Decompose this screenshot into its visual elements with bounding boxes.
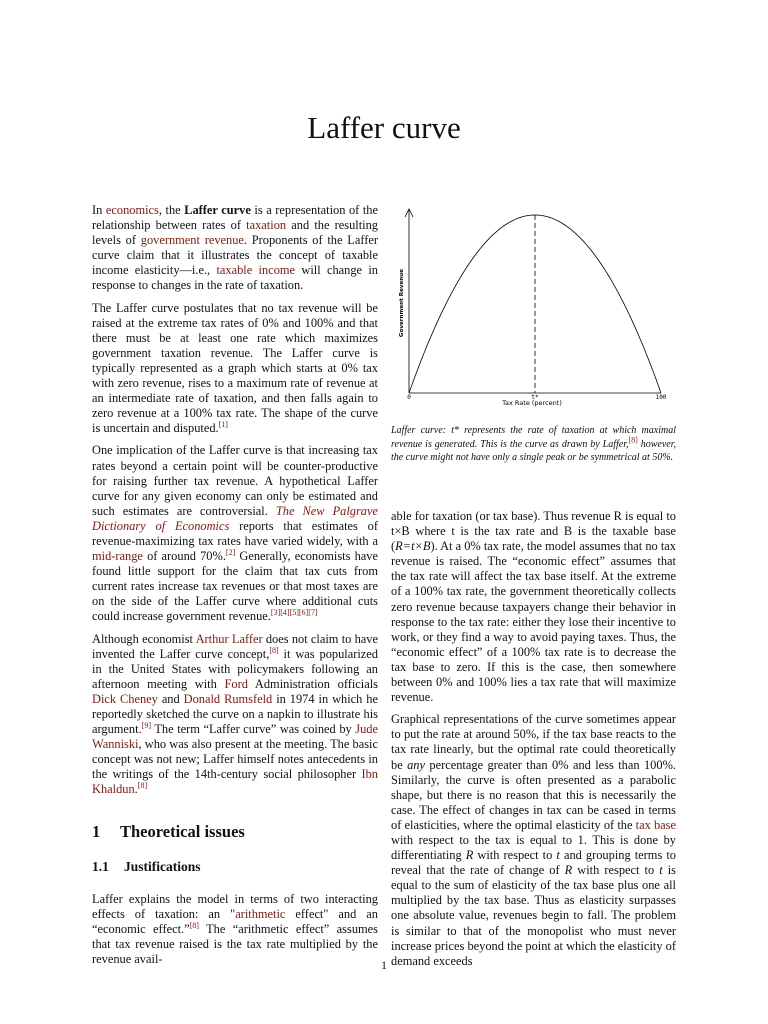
link-new-palgrave[interactable]: The New Palgrave Dictionary of Economics (92, 503, 378, 533)
paragraph-model: Laffer explains the model in terms of two interacting effects of taxation: an "arithmetic effect" and an “economic effect.”[8] The “arithmetic effect” assumes that tax revenue raised is the tax rate multiplied by the revenue avail- (92, 891, 378, 967)
link-ford[interactable]: Ford (224, 676, 248, 691)
citation-2[interactable]: [2] (225, 547, 236, 557)
paragraph-history: Although economist Arthur Laffer does not claim to have invented the Laffer curve concept,[8] it was popularized in the United States with policymakers following an afternoon meeting with Ford Administration officials Dick Cheney and Donald Rumsfeld in 1974 in which he reportedly sketched the curve on a napkin to illustrate his argument.[9] The term “Laffer curve” was coined by Jude Wanniski, who was also present at the meeting. The basic concept was not new; Laffer himself notes antecedents in the writings of the 14th-century social philosopher Ibn Khaldun.[8] (92, 631, 379, 797)
link-dick-cheney[interactable]: Dick Cheney (92, 691, 158, 706)
link-donald-rumsfeld[interactable]: Donald Rumsfeld (183, 691, 273, 706)
laffer-curve-figure (391, 203, 676, 415)
link-mid-range[interactable]: mid-range (92, 549, 143, 564)
link-taxable-income[interactable]: taxable income (216, 263, 296, 278)
link-economics[interactable]: economics (105, 203, 159, 217)
laffer-curve-chart (391, 203, 676, 415)
figure-caption: Laffer curve: t* represents the rate of taxation at which maximal revenue is generated. This is the curve as drawn by Laffer,[8] however, the curve might not have only a single peak or be symmetrical at 50%. (391, 425, 676, 463)
section-heading: 1 Theoretical issues (92, 821, 245, 841)
link-jude-wanniski[interactable]: Jude Wanniski (92, 722, 378, 752)
citation-8b[interactable]: [8] (137, 781, 148, 791)
subsection-heading: 1.1 Justifications (92, 858, 201, 874)
paragraph-intro: In economics, the Laffer curve is a representation of the relationship between rates of taxation and the resulting levels of government revenue. Proponents of the Laffer curve claim that it illustrates the concept of taxable income elasticity—i.e., taxable income will change in response to changes in the rate of taxation. (92, 203, 379, 293)
citation-8[interactable]: [8] (269, 645, 279, 655)
link-taxation[interactable]: taxation (246, 218, 287, 233)
paragraph-implication: One implication of the Laffer curve is that increasing tax rates beyond a certain point will be counter-productive for raising further tax revenue. A hypothetical Laffer curve for any given economy can only be estimated and such estimates are controversial. The New Palgrave Dictionary of Economics reports that estimates of revenue-maximizing tax rates have varied widely, with a mid-range of around 70%.[2] Generally, economists have found little support for the claim that tax cuts from current rates increase tax revenues or that most taxes are on the side of the Laffer curve where additional cuts could increase government revenue.[3][4][5][6][7] (92, 443, 378, 624)
link-arthur-laffer[interactable]: Arthur Laffer (195, 631, 263, 646)
link-tax-base[interactable]: tax base (635, 817, 676, 832)
page-title: Laffer curve (307, 110, 461, 145)
citation-1[interactable]: [1] (218, 420, 228, 430)
x-tick-label-0: 0 (407, 394, 411, 401)
term-laffer-curve: Laffer curve (184, 203, 251, 217)
right-column (391, 509, 676, 976)
citation-3-7[interactable]: [3][4][5][6][7] (270, 608, 318, 618)
caption-citation-8[interactable]: [8] (628, 435, 638, 445)
page-number: 1 (381, 958, 387, 972)
citation-9[interactable]: [9] (141, 720, 151, 730)
link-ibn-khaldun[interactable]: Ibn Khaldun (92, 767, 378, 797)
left-column (92, 203, 378, 974)
x-tick-label-2: 100 (655, 394, 667, 401)
x-tick-labels (407, 394, 667, 401)
citation-8c[interactable]: [8] (189, 920, 199, 930)
x-axis-label: Tax Rate (percent) (502, 399, 562, 407)
link-arithmetic[interactable]: arithmetic (235, 906, 286, 921)
paragraph-graphical: Graphical representations of the curve sometimes appear to put the rate at around 50%, if the tax base reacts to the tax rate linearly, but the optimal rate could theoretically be any percentage greater than 0% and less than 100%. Similarly, the curve is often presented as a parabolic shape, but there is no reason that this is necessarily the case. The effect of changes in tax can be cased in terms of elasticities, where the optimal elasticity of the tax base with respect to the tax is equal to 1. This is done by differentiating R with respect to t and grouping terms to reveal that the rate of change of R with respect to t is equal to the sum of elasticity of the tax base plus one all multiplied by the tax base. Thus as elasticity surpasses one absolute value, revenues begin to fall. The problem is similar to that of the monopolist who must never increase prices beyond the point at which the elasticity of demand exceeds (391, 712, 676, 968)
y-axis-label: Government Revenue (399, 268, 405, 338)
paragraph-postulates: The Laffer curve postulates that no tax revenue will be raised at the extreme tax rates of 0% and 100% and that there must be at least one rate which maximizes government taxation revenue. The Laffer curve is typically represented as a graph which starts at 0% tax with zero revenue, rises to a maximum rate of revenue at an intermediate rate of taxation, and then falls again to zero revenue at a 100% tax rate. The shape of the curve is uncertain and disputed.[1] (92, 300, 378, 436)
paragraph-tax-base: able for taxation (or tax base). Thus revenue R is equal to t×B where t is the tax rate and B is the taxable base (R=t×B). At a 0% tax rate, the model assumes that no tax revenue is raised. The “economic effect” assumes that the tax rate will affect the tax base itself. At the extreme of a 100% tax rate, the government theoretically collects zero revenue because taxpayers change their behavior in response to the tax rate: either they lose their incentive to work, or they find a way to avoid paying taxes. Thus, the “economic effect” of a 100% tax rate is to decrease the tax base to zero. If this is the case, then somewhere between 0% and 100% lies a tax rate that will maximize revenue. (391, 509, 676, 705)
link-government-revenue[interactable]: government revenue (140, 233, 244, 248)
x-tick-label-1: t* (531, 394, 539, 401)
